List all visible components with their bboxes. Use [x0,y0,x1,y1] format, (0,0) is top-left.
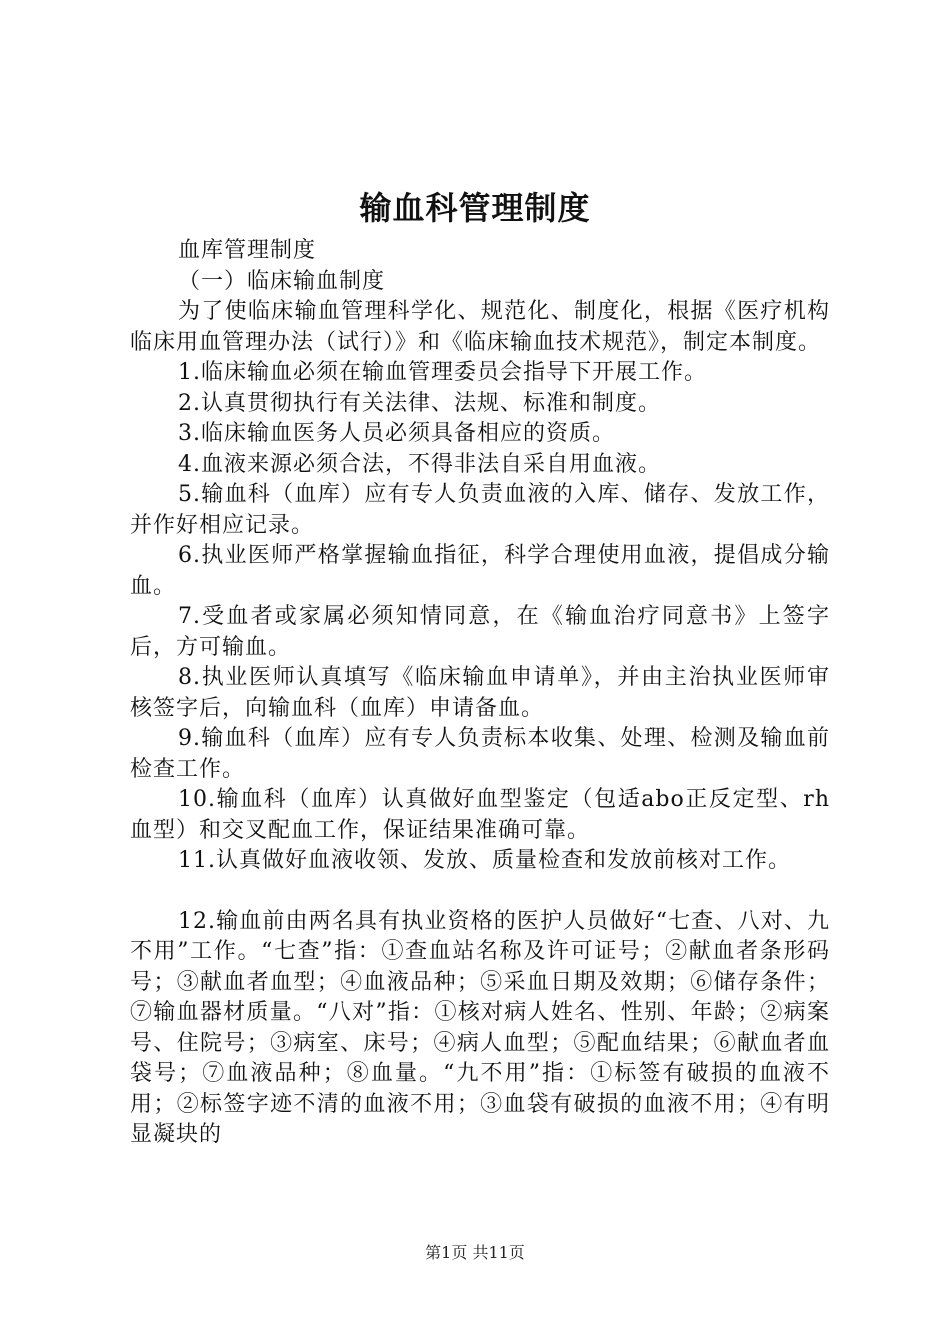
intro-paragraph: 为了使临床输血管理科学化、规范化、制度化，根据《医疗机构临床用血管理办法（试行）》和《临床输血技术规范》，制定本制度。 [130,299,830,355]
rule-item-5: 5.输血科（血库）应有专人负责血液的入库、储存、发放工作，并作好相应记录。 [130,482,830,538]
document-body [130,236,830,1151]
rule-item-3: 3.临床输血医务人员必须具备相应的资质。 [178,421,615,446]
rule-item-8: 8.执业医师认真填写《临床输血申请单》，并由主治执业医师审核签字后，向输血科（血库）申请备血。 [130,665,830,721]
section-heading: 血库管理制度 [178,238,317,263]
rule-item-4: 4.血液来源必须合法，不得非法自采自用血液。 [178,451,661,477]
rule-item-7: 7.受血者或家属必须知情同意，在《输血治疗同意书》上签字后，方可输血。 [130,604,830,660]
document-title: 输血科管理制度 [359,189,591,227]
rule-item-9: 9.输血科（血库）应有专人负责标本收集、处理、检测及输血前检查工作。 [130,726,830,782]
rule-item-12: 12.输血前由两名具有执业资格的医护人员做好“七查、八对、九不用”工作。“七查”指：①查血站名称及许可证号；②献血者条形码号；③献血者血型；④血液品种；⑤采血日期及效期；⑥储存条件；⑦输血器材质量。“八对”指：①核对病人姓名、性别、年龄；②病案号、住院号；③病室、床号；④病人血型；⑤配血结果；⑥献血者血袋号；⑦血液品种；⑧血量。“九不用”指：①标签有破损的血液不用；②标签字迹不清的血液不用；③血袋有破损的血液不用；④有明显凝块的 [130,908,830,1147]
rule-item-6: 6.执业医师严格掌握输血指征，科学合理使用血液，提倡成分输血。 [130,543,830,599]
rule-item-2: 2.认真贯彻执行有关法律、法规、标准和制度。 [178,390,661,416]
rule-item-11: 11.认真做好血液收领、发放、质量检查和发放前核对工作。 [178,848,791,873]
rule-item-1: 1.临床输血必须在输血管理委员会指导下开展工作。 [178,360,707,385]
subsection-heading: （一）临床输血制度 [178,268,386,294]
rule-item-10: 10.输血科（血库）认真做好血型鉴定（包适abo正反定型、rh血型）和交叉配血工作，保证结果准确可靠。 [130,787,830,843]
page-footer: 第1页 共11页 [425,1243,525,1262]
